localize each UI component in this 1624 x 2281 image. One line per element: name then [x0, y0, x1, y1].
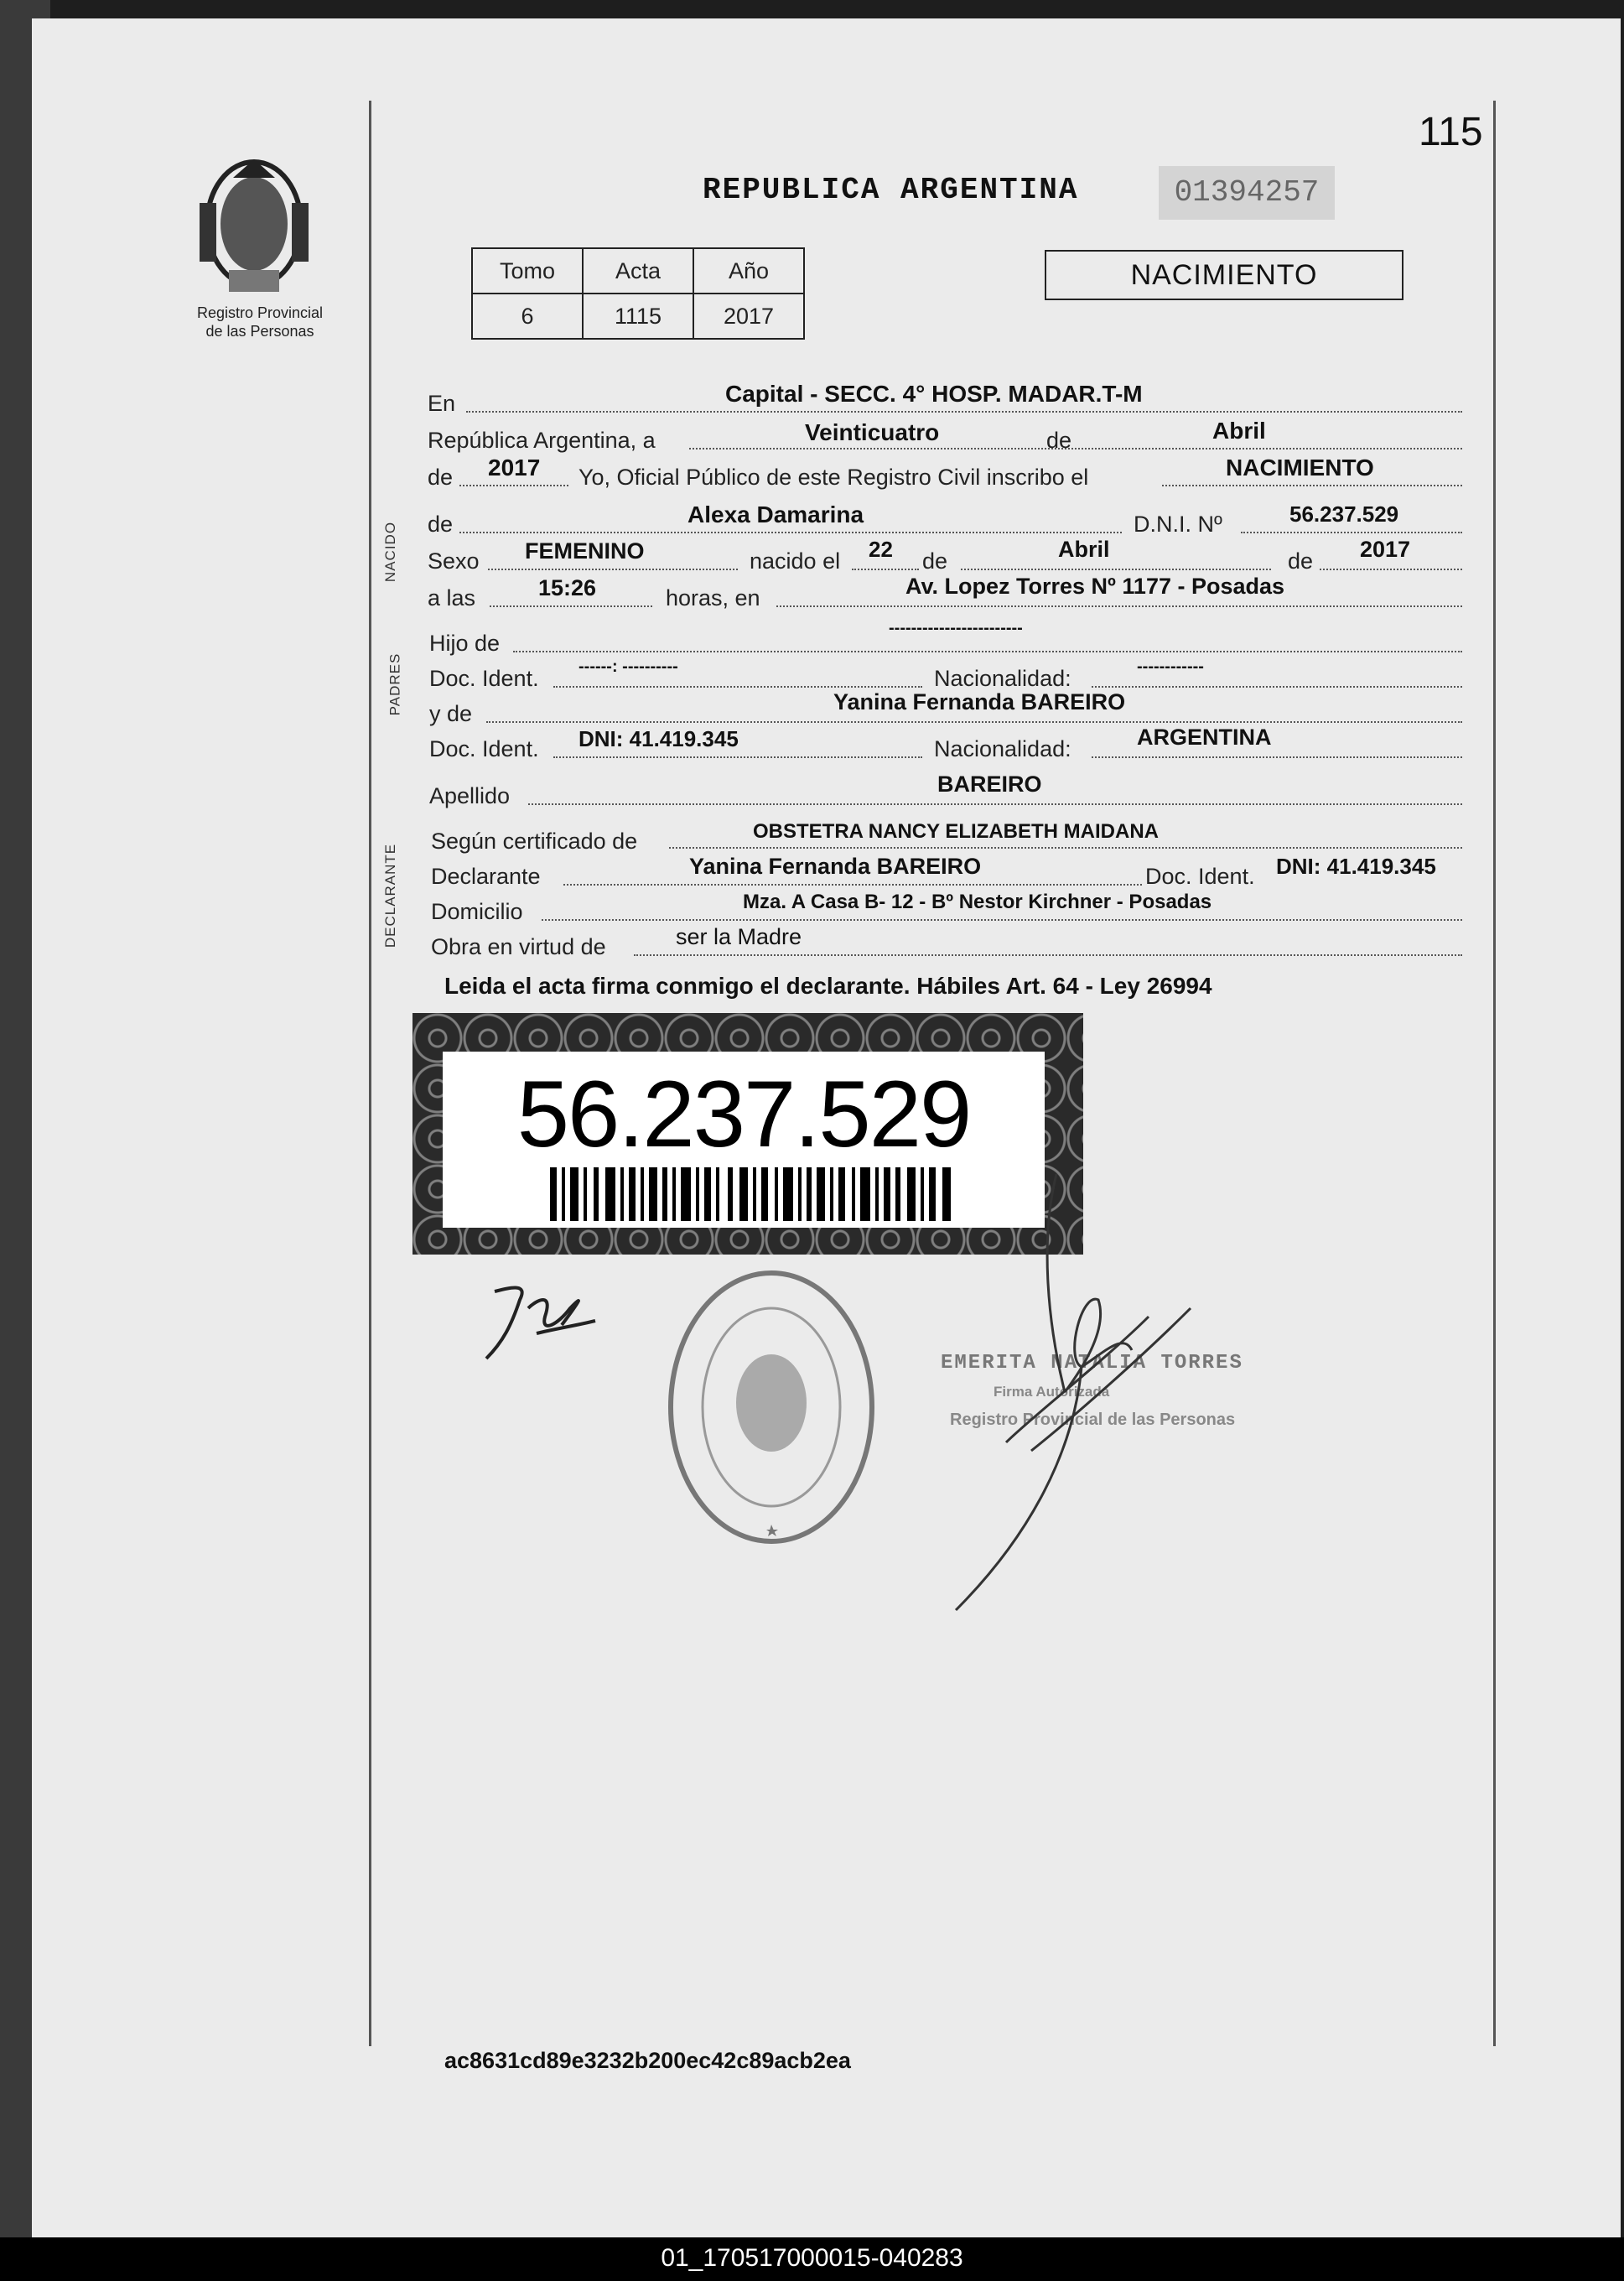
label-a-las: a las [428, 585, 476, 611]
value-padre-nacionalidad: ------------ [1137, 657, 1204, 676]
dotted-line [852, 569, 919, 570]
label-republica: República Argentina, a [428, 428, 656, 453]
closing-statement: Leida el acta firma conmigo el declarante. Hábiles Art. 64 - Ley 26994 [444, 973, 1212, 999]
value-lugar-nacimiento: Av. Lopez Torres Nº 1177 - Posadas [905, 574, 1285, 599]
dotted-line [961, 569, 1271, 570]
label-nacido-el: nacido el [750, 548, 841, 574]
dotted-line [669, 847, 1462, 849]
label-declarante: Declarante [431, 864, 541, 889]
dotted-line [466, 411, 1462, 413]
section-label-declarante: DECLARANTE [382, 843, 399, 948]
registry-table [471, 247, 805, 340]
dotted-line [1092, 756, 1462, 758]
label-de: de [922, 548, 948, 574]
signer-role: Firma Autorizada [994, 1384, 1110, 1400]
label-de: de [428, 465, 454, 490]
table-cell: 1115 [583, 294, 693, 339]
dotted-line [1241, 532, 1462, 533]
section-label-padres: PADRES [387, 652, 403, 716]
signer-office: Registro Provincial de las Personas [950, 1411, 1236, 1429]
label-doc-ident: Doc. Ident. [429, 736, 539, 761]
logo-caption: Registro Provincial de las Personas [196, 304, 324, 340]
table-header: Año [693, 248, 804, 294]
value-dni: 56.237.529 [1289, 501, 1399, 527]
dotted-line [776, 605, 1462, 607]
label-nacionalidad: Nacionalidad: [934, 666, 1071, 691]
dotted-line [553, 756, 922, 758]
right-margin-rule [1493, 101, 1496, 2046]
label-en: En [428, 391, 456, 416]
document-hash: ac8631cd89e3232b200ec42c89acb2ea [444, 2048, 851, 2073]
barcode-icon [550, 1167, 952, 1221]
value-padre-doc: ------: ---------- [579, 657, 678, 676]
value-declarante: Yanina Fernanda BAREIRO [689, 854, 982, 879]
dotted-line [634, 954, 1462, 956]
dotted-line [490, 605, 652, 607]
label-sexo: Sexo [428, 548, 480, 574]
label-dni: D.N.I. Nº [1134, 512, 1222, 537]
label-doc-ident: Doc. Ident. [1145, 864, 1255, 889]
value-declarante-doc: DNI: 41.419.345 [1276, 854, 1436, 879]
scan-filename: 01_170517000015-040283 [661, 2244, 963, 2272]
value-anio-registro: 2017 [488, 455, 541, 481]
dotted-line [513, 651, 1462, 652]
table-header: Tomo [472, 248, 583, 294]
section-label-nacido: NACIDO [382, 521, 399, 583]
label-horas-en: horas, en [666, 585, 760, 611]
dotted-line [553, 686, 922, 688]
value-lugar: Capital - SECC. 4° HOSP. MADAR.T-M [725, 381, 1143, 407]
dotted-line [486, 721, 1462, 723]
dotted-line [459, 532, 1122, 533]
dotted-line [1320, 569, 1462, 570]
label-doc-ident: Doc. Ident. [429, 666, 539, 691]
label-obra-en-virtud: Obra en virtud de [431, 934, 606, 959]
document-title: REPUBLICA ARGENTINA [703, 173, 1079, 207]
value-mes-nacimiento: Abril [1058, 537, 1110, 562]
value-obra-en-virtud: ser la Madre [676, 924, 802, 949]
value-domicilio: Mza. A Casa B- 12 - Bº Nestor Kirchner - Posadas [743, 891, 1212, 913]
value-dia-nacimiento: 22 [869, 537, 893, 562]
dotted-line [488, 569, 738, 570]
authorized-signature-icon [939, 1140, 1224, 1627]
value-apellido: BAREIRO [937, 772, 1042, 797]
value-mes-registro: Abril [1212, 418, 1266, 444]
value-tipo-inscripcion: NACIMIENTO [1226, 455, 1374, 481]
value-certificado: OBSTETRA NANCY ELIZABETH MAIDANA [753, 820, 1159, 843]
label-de: de [428, 512, 454, 537]
dotted-line [1092, 686, 1462, 688]
initials-signature-icon [478, 1275, 604, 1367]
value-anio-nacimiento: 2017 [1360, 537, 1411, 562]
value-sexo: FEMENINO [525, 538, 645, 564]
official-round-seal-icon [654, 1256, 889, 1558]
province-seal-icon [191, 153, 317, 304]
page-number: 115 [1419, 110, 1483, 154]
label-yo-oficial: Yo, Oficial Público de este Registro Civil inscribo el [579, 465, 1089, 490]
dotted-line [563, 884, 1142, 886]
dotted-line [542, 919, 1462, 921]
value-madre: Yanina Fernanda BAREIRO [833, 689, 1126, 714]
dotted-line [459, 485, 568, 486]
label-y-de: y de [429, 701, 473, 726]
table-header: Acta [583, 248, 693, 294]
table-cell: 6 [472, 294, 583, 339]
label-de: de [1046, 428, 1072, 453]
signer-name: EMERITA NATALIA TORRES [941, 1352, 1243, 1374]
dotted-line [528, 803, 1462, 805]
label-de: de [1288, 548, 1314, 574]
serial-number: 01394257 [1159, 166, 1335, 220]
dotted-line [1162, 485, 1462, 486]
label-hijo-de: Hijo de [429, 631, 501, 656]
value-nombre: Alexa Damarina [687, 501, 864, 527]
value-hora: 15:26 [538, 575, 597, 600]
table-cell: 2017 [693, 294, 804, 339]
dotted-line [689, 448, 1462, 449]
label-apellido: Apellido [429, 783, 511, 808]
label-nacionalidad: Nacionalidad: [934, 736, 1071, 761]
value-madre-doc: DNI: 41.419.345 [579, 726, 739, 751]
left-margin-rule [369, 101, 371, 2046]
label-segun-certificado: Según certificado de [431, 829, 638, 854]
barcode-number: 56.237.529 [516, 1062, 971, 1166]
value-madre-nacionalidad: ARGENTINA [1137, 725, 1272, 750]
value-dia-letras: Veinticuatro [805, 419, 940, 445]
label-domicilio: Domicilio [431, 899, 523, 924]
record-type-box: NACIMIENTO [1045, 250, 1403, 300]
value-padre: ------------------------ [889, 619, 1023, 637]
